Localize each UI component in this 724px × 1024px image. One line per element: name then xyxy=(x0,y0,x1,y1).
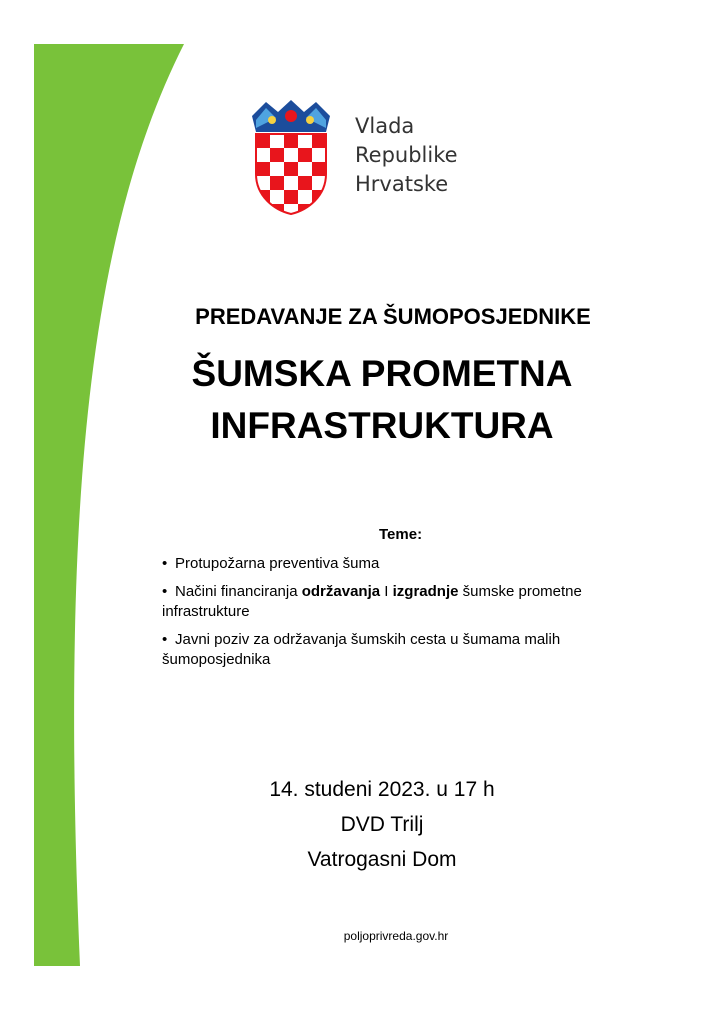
event-details xyxy=(0,772,724,877)
topic-text-pre: Načini financiranja xyxy=(175,583,302,600)
lecture-subtitle: PREDAVANJE ZA ŠUMOPOSJEDNIKE xyxy=(195,304,591,329)
topic-text-bold-izgradnje: izgradnje xyxy=(392,583,459,600)
logo-line-hrvatske: Hrvatske xyxy=(355,172,449,196)
list-item xyxy=(162,554,662,574)
event-place: DVD Trilj xyxy=(340,813,424,836)
topics-heading: Teme: xyxy=(379,526,423,543)
list-item xyxy=(162,630,662,670)
list-item xyxy=(162,582,662,622)
event-venue: Vatrogasni Dom xyxy=(307,848,457,871)
croatian-coat-of-arms-icon xyxy=(246,96,336,216)
page-title xyxy=(0,348,724,452)
topic-text-bold-odrzavanja: održavanja xyxy=(301,583,381,600)
footer-website: poljoprivreda.gov.hr xyxy=(343,929,449,943)
government-logo-text xyxy=(355,112,458,199)
topics-list xyxy=(162,554,662,678)
topic-text-mid: I xyxy=(380,583,393,600)
event-date: 14. studeni 2023. u 17 h xyxy=(269,778,495,801)
topic-text: Protupožarna preventiva šuma xyxy=(175,555,380,572)
bullet-icon: • xyxy=(162,555,168,572)
title-line-1: ŠUMSKA PROMETNA xyxy=(191,353,573,394)
bullet-icon: • xyxy=(162,583,168,600)
topic-text: Javni poziv za održavanja šumskih cesta u šumama malih šumoposjednika xyxy=(162,631,561,668)
bullet-icon: • xyxy=(162,631,168,648)
title-line-2: INFRASTRUKTURA xyxy=(210,405,554,446)
logo-line-vlada: Vlada xyxy=(355,114,415,138)
logo-line-republike: Republike xyxy=(355,143,458,167)
topic-text-post: šumske prometne infrastrukture xyxy=(162,583,582,620)
